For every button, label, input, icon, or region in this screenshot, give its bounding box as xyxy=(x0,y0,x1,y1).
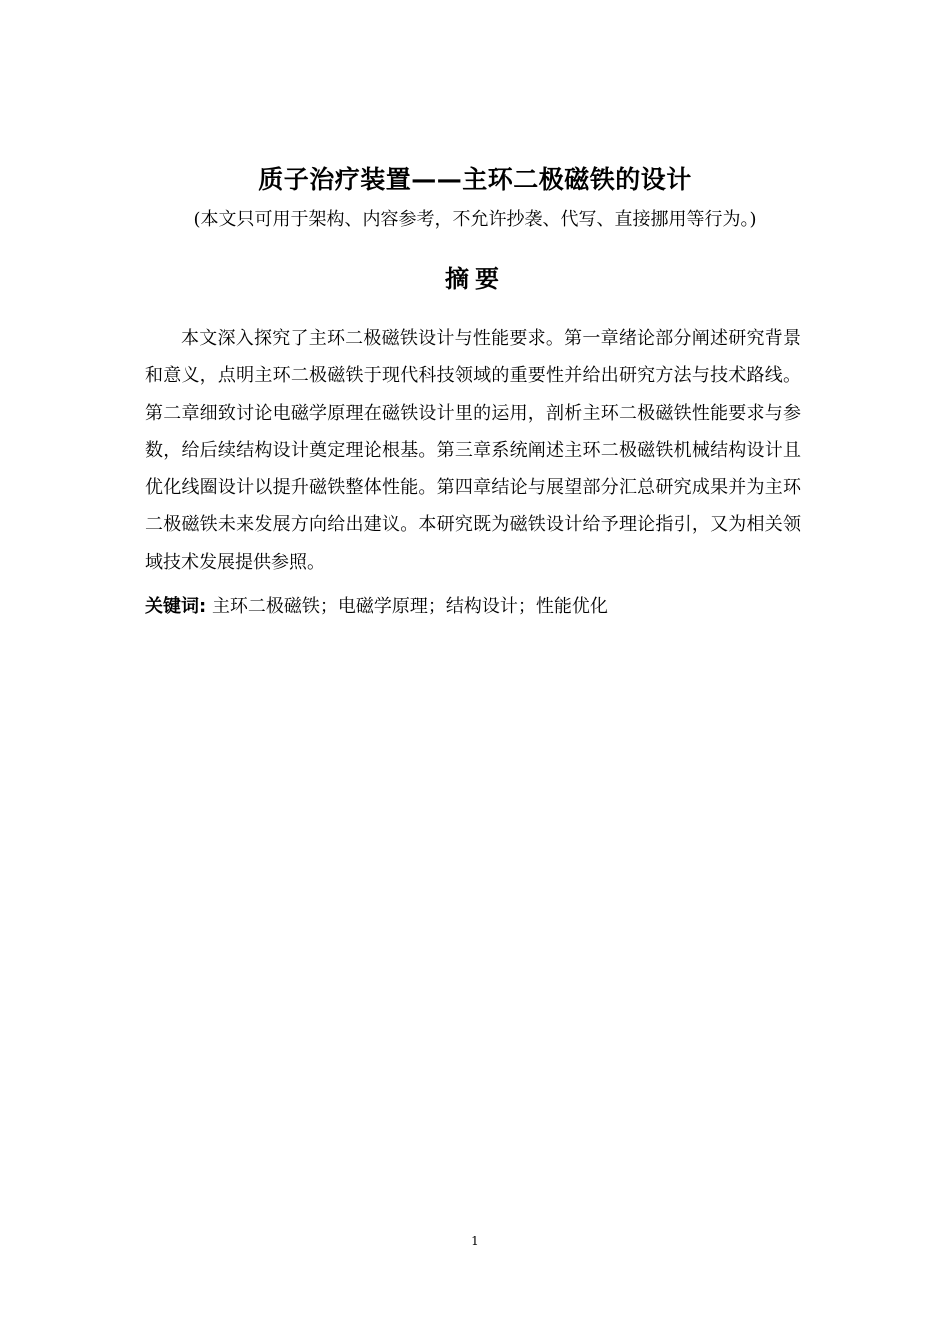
page-number: 1 xyxy=(471,1234,479,1248)
keywords-line xyxy=(145,590,801,624)
keywords-text: 主环二极磁铁；电磁学原理；结构设计；性能优化 xyxy=(211,596,608,617)
abstract-heading: 摘要 xyxy=(445,265,505,293)
document-subtitle: (本文只可用于架构、内容参考，不允许抄袭、代写、直接挪用等行为。) xyxy=(193,209,757,230)
keywords-label: 关键词: xyxy=(145,596,207,617)
abstract-body: 本文深入探究了主环二极磁铁设计与性能要求。第一章绪论部分阐述研究背景和意义，点明主环二极磁铁于现代科技领域的重要性并给出研究方法与技术路线。第二章细致讨论电磁学原理在磁铁设计里的运用，剖析主环二极磁铁性能要求与参数，给后续结构设计奠定理论根基。第三章系统阐述主环二极磁铁机械结构设计且优化线圈设计以提升磁铁整体性能。第四章结论与展望部分汇总研究成果并为主环二极磁铁未来发展方向给出建议。本研究既为磁铁设计给予理论指引，又为相关领域技术发展提供参照。 xyxy=(145,328,801,573)
document-title: 质子治疗装置——主环二极磁铁的设计 xyxy=(258,165,692,194)
